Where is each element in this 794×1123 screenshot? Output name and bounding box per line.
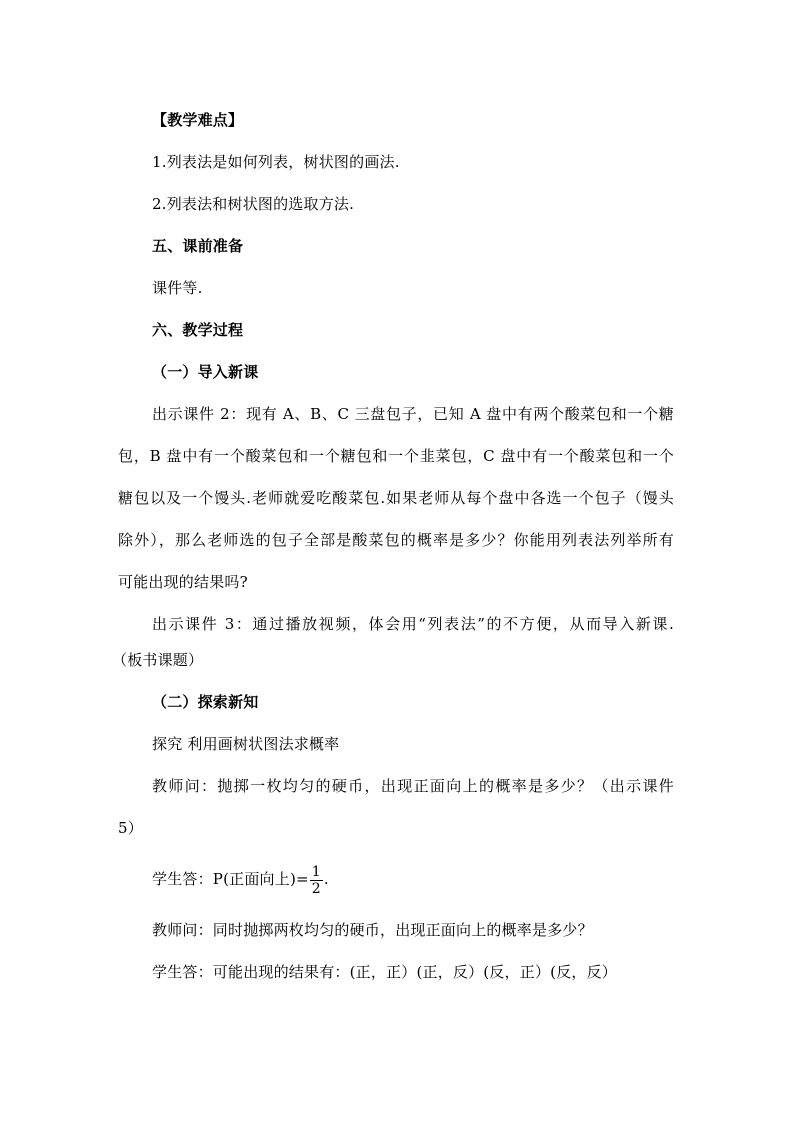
paragraph-line: 包，B 盘中有一个酸菜包和一个糖包和一个韭菜包，C 盘中有一个酸菜包和一个 — [118, 447, 674, 465]
formula-period: . — [323, 870, 329, 888]
section-heading-preparation: 五、课前准备 — [152, 237, 244, 255]
paragraph-line: 学生答：可能出现的结果有：(正，正）(正，反）(反，正）(反，反） — [152, 963, 618, 981]
paragraph-line: 除外），那么老师选的包子全部是酸菜包的概率是多少？你能用列表法列举所有 — [118, 531, 674, 549]
paragraph-line: 2.列表法和树状图的选取方法. — [152, 195, 355, 213]
paragraph-line: 5） — [118, 819, 143, 837]
fraction-numerator: 1 — [311, 863, 321, 880]
fraction — [310, 864, 323, 897]
formula-text: 学生答：P(正面向上)= — [152, 870, 309, 888]
section-heading-difficulties: 【教学难点】 — [152, 111, 244, 129]
subsection-heading-explore: （二）探索新知 — [152, 693, 259, 711]
paragraph-line: 教师问：抛掷一枚均匀的硬币，出现正面向上的概率是多少？（出示课件 — [152, 777, 674, 795]
section-heading-process: 六、教学过程 — [152, 321, 244, 339]
fraction-denominator: 2 — [311, 880, 321, 897]
subsection-heading-intro: （一）导入新课 — [152, 363, 259, 381]
paragraph-line: 探究 利用画树状图法求概率 — [152, 735, 340, 753]
paragraph-line: （板书课题） — [112, 651, 204, 669]
paragraph-line: 出示课件 3：通过播放视频，体会用“列表法”的不方便，从而导入新课. — [152, 615, 674, 633]
paragraph-line: 出示课件 2：现有 A、B、C 三盘包子，已知 A 盘中有两个酸菜包和一个糖 — [152, 405, 674, 423]
formula-line — [152, 860, 329, 898]
paragraph-line: 可能出现的结果吗? — [118, 573, 248, 591]
paragraph-line: 1.列表法是如何列表，树状图的画法. — [152, 153, 400, 171]
paragraph-line: 课件等. — [152, 279, 203, 297]
paragraph-line: 糖包以及一个馒头.老师就爱吃酸菜包.如果老师从每个盘中各选一个包子（馒头 — [118, 489, 674, 507]
paragraph-line: 教师问：同时抛掷两枚均匀的硬币，出现正面向上的概率是多少？ — [152, 921, 593, 939]
